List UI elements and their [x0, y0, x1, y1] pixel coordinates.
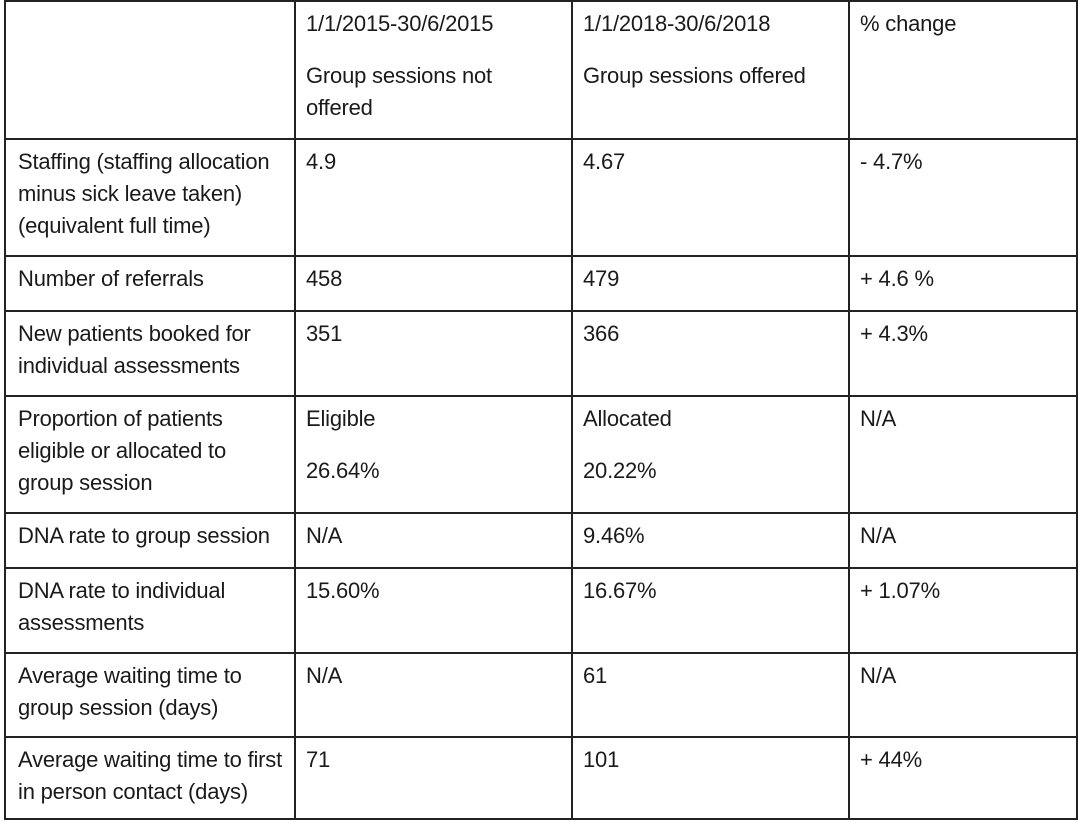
header-description-2015: Group sessions not offered — [306, 63, 492, 120]
cell-change: + 4.3% — [849, 311, 1077, 396]
table-row — [5, 653, 1077, 737]
allocated-label: Allocated — [583, 406, 672, 431]
header-cell-2015 — [295, 1, 572, 139]
header-row — [5, 1, 1077, 139]
eligible-value: 26.64% — [306, 458, 380, 483]
cell-2015: 4.9 — [295, 139, 572, 256]
cell-2015: N/A — [295, 513, 572, 568]
header-cell-2018 — [572, 1, 849, 139]
row-label: Number of referrals — [5, 256, 295, 311]
allocated-value: 20.22% — [583, 458, 657, 483]
row-label: DNA rate to individual assessments — [5, 568, 295, 653]
cell-2018: 479 — [572, 256, 849, 311]
header-change-title: % change — [860, 11, 957, 36]
cell-2018: 101 — [572, 737, 849, 819]
table-row — [5, 256, 1077, 311]
table-row — [5, 139, 1077, 256]
row-label: Average waiting time to first in person contact (days) — [5, 737, 295, 819]
eligible-label: Eligible — [306, 406, 376, 431]
cell-change: + 1.07% — [849, 568, 1077, 653]
cell-2018 — [572, 396, 849, 513]
cell-change: N/A — [849, 513, 1077, 568]
cell-2018: 366 — [572, 311, 849, 396]
table-row — [5, 737, 1077, 819]
header-description-2018: Group sessions offered — [583, 63, 806, 88]
header-cell-change — [849, 1, 1077, 139]
table-row — [5, 311, 1077, 396]
header-period-2018: 1/1/2018-30/6/2018 — [583, 11, 771, 36]
cell-change: + 4.6 % — [849, 256, 1077, 311]
cell-change: N/A — [849, 396, 1077, 513]
row-label: Average waiting time to group session (days) — [5, 653, 295, 737]
cell-2018: 9.46% — [572, 513, 849, 568]
header-empty-cell — [5, 1, 295, 139]
cell-2015: 458 — [295, 256, 572, 311]
cell-change: - 4.7% — [849, 139, 1077, 256]
cell-2018: 61 — [572, 653, 849, 737]
table-row — [5, 396, 1077, 513]
cell-change: + 44% — [849, 737, 1077, 819]
row-label: Proportion of patients eligible or allocated to group session — [5, 396, 295, 513]
table-row — [5, 568, 1077, 653]
comparison-table — [4, 0, 1078, 820]
cell-2015 — [295, 396, 572, 513]
cell-change: N/A — [849, 653, 1077, 737]
cell-2015: 15.60% — [295, 568, 572, 653]
cell-2015: 351 — [295, 311, 572, 396]
header-period-2015: 1/1/2015-30/6/2015 — [306, 11, 494, 36]
cell-2018: 4.67 — [572, 139, 849, 256]
row-label: New patients booked for individual assessments — [5, 311, 295, 396]
cell-2015: N/A — [295, 653, 572, 737]
cell-2018: 16.67% — [572, 568, 849, 653]
row-label: Staffing (staffing allocation minus sick leave taken) (equivalent full time) — [5, 139, 295, 256]
table-row — [5, 513, 1077, 568]
row-label: DNA rate to group session — [5, 513, 295, 568]
cell-2015: 71 — [295, 737, 572, 819]
